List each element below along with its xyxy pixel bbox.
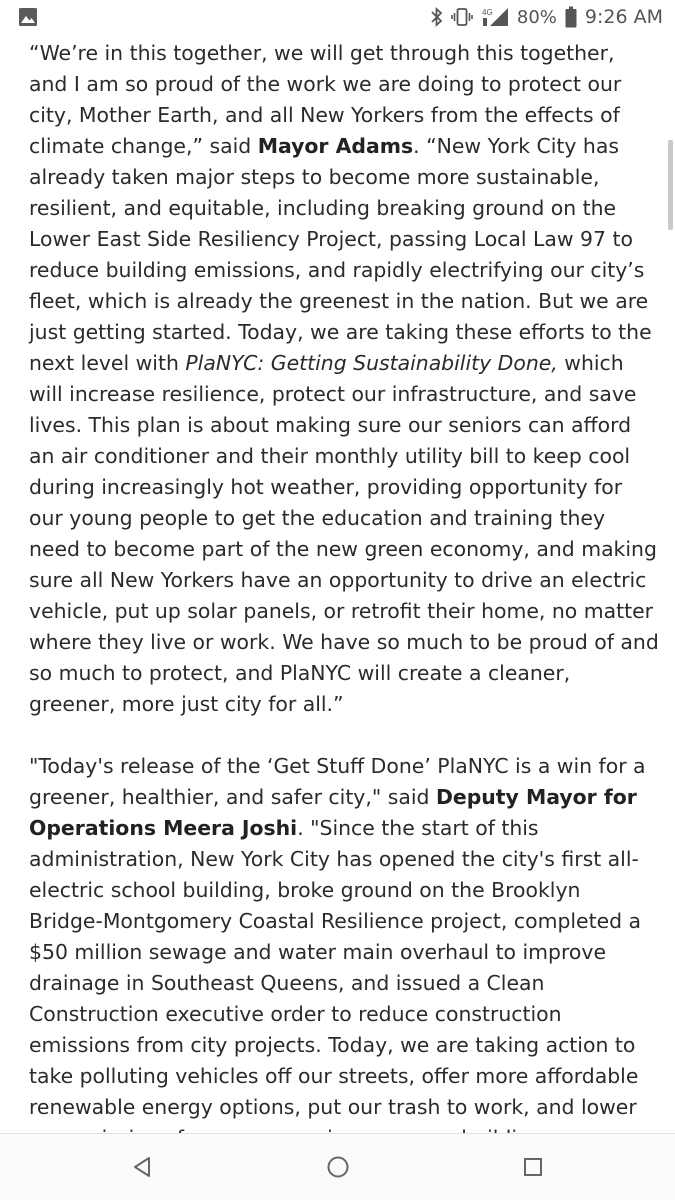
battery-percent: 80%: [516, 6, 557, 28]
gallery-icon: [18, 7, 38, 31]
battery-icon: [565, 6, 577, 28]
navigation-bar: [0, 1133, 675, 1200]
deputy-mayor-quote: [29, 751, 659, 1185]
speaker-name: Mayor Adams: [257, 134, 414, 158]
speaker-name: Deputy Mayor for Operations Meera Joshi: [29, 785, 637, 840]
plan-title: PlaNYC: Getting Sustainability Done,: [185, 351, 558, 375]
bluetooth-icon: [431, 7, 443, 27]
quote-text: . "Since the start of this administration, New York City has opened the city's first all-electric school building, broke ground on the Brooklyn Bridge-Montgomery Coastal Resilience project, completed a $50 million sewage and water main overhaul to improve drainage in Southeast Queens, and issued a Clean Construction executive order to reduce construction emissions from city projects. Today, we are taking action to take polluting vehicles off our streets, offer more affordable renewable energy options, put our trash to work, and lower: [29, 816, 642, 1119]
recent-apps-icon[interactable]: [518, 1152, 548, 1182]
vibrate-icon: [451, 7, 473, 27]
quote-text: which will increase resilience, protect our infrastructure, and save lives. This plan is about making sure our seniors can afford an air conditioner and their monthly utility bill to keep cool during increasingly hot weather, providing opportunity for our young people to get the education and training they need to become part of the new green economy, and making sure all New Yorkers have an opportunity to drive an electric vehicle, put up solar panels, or retrofit their home, no matter where they live or work. We have so much to be proud of and so much to protect, and PlaNYC will create a cleaner, greener, more just city for all.”: [29, 351, 659, 716]
network-type-label: 4G: [481, 8, 493, 17]
clock: 9:26 AM: [584, 6, 663, 28]
quote-text: . “New York City has already taken major steps to become more sustainable, resilient, and equitable, including breaking ground on the Lower East Side Resiliency Project, passing Local Law 97 to reduce building emissions, and rapidly electrifying our city’s fleet, which is already the greenest in the nation. But we are just getting started. Today, we are taking these efforts to the next level with: [29, 134, 652, 375]
quote-text: "Today's release of the ‘Get Stuff Done’ PlaNYC is a win for a greener, healthier, and safer city," said: [29, 754, 646, 809]
quote-text: “We’re in this together, we will get through this together, and I am so proud of the work we are doing to protect our city, Mother Earth, and all New Yorkers from the effects of climate change,” said: [29, 41, 622, 158]
status-bar: [0, 0, 675, 34]
signal-icon: [481, 6, 509, 28]
status-icons: [431, 0, 663, 34]
mayor-adams-quote: [29, 38, 659, 720]
article-body: [29, 38, 659, 1185]
scrollbar-thumb[interactable]: [668, 140, 673, 230]
home-icon[interactable]: [323, 1152, 353, 1182]
back-icon[interactable]: [127, 1152, 157, 1182]
